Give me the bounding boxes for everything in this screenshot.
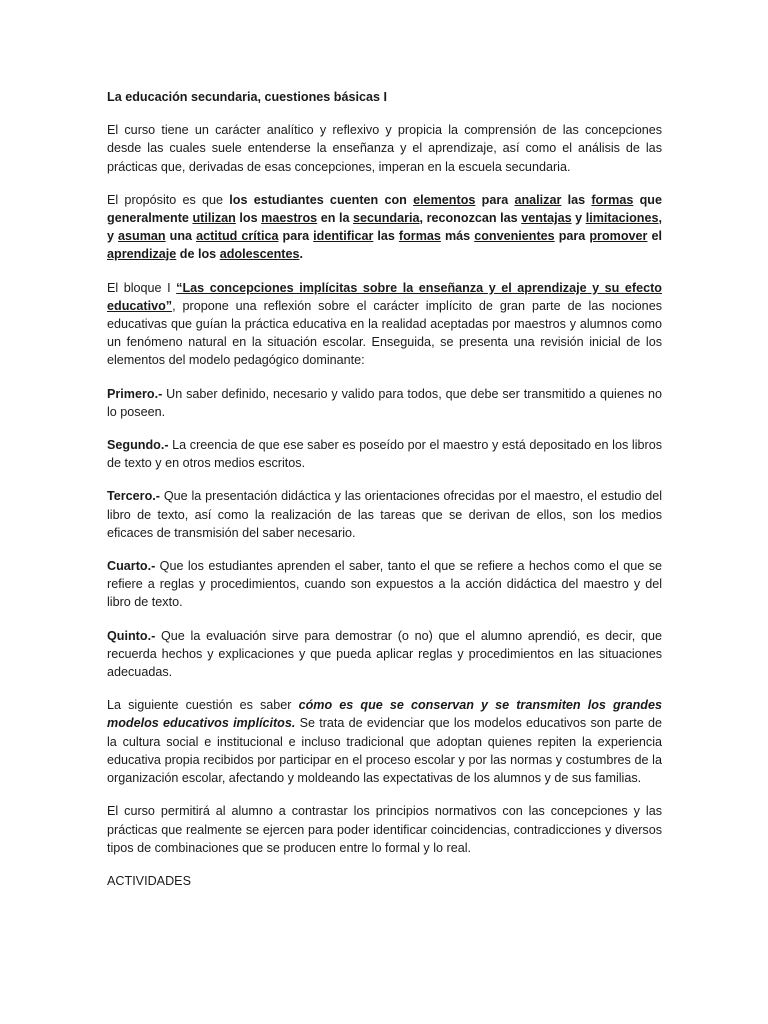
text-run: , reconozcan las [419, 211, 522, 226]
text-run: utilizan [192, 211, 236, 226]
text-run: adolescentes [219, 247, 300, 262]
text-run: El propósito es que [107, 192, 230, 207]
text-run: actitud crítica [196, 229, 279, 244]
item-text: Un saber definido, necesario y valido para todos, que debe ser transmitido a quienes no lo poseen. [107, 386, 662, 419]
text-run: . [299, 247, 303, 262]
item-text: Que la evaluación sirve para demostrar (o no) que el alumno aprendió, es decir, que recuerda hechos y explicaciones y que pueda aplicar reglas y procedimientos en las situaciones adecuadas. [107, 628, 662, 680]
model-elements-list [107, 385, 662, 682]
text-run: formas [398, 229, 441, 244]
text-run: , propone una reflexión sobre el carácter implícito de gran parte de las nociones educativas que guían la práctica educativa en la realidad aceptadas por maestros y alumnos como un fenómeno natural en la situación escolar. Enseguida, se presenta una revisión inicial de los elementos del modelo pedagógico dominante: [107, 298, 662, 368]
text-run: convenientes [474, 229, 555, 244]
text-run: “Las concepciones implícitas sobre la enseñanza y el aprendizaje y su efecto educativo” [107, 280, 662, 313]
text-run: para [554, 229, 590, 244]
text-run: para [278, 229, 314, 244]
text-run: ventajas [521, 211, 572, 226]
text-run: formas [591, 192, 634, 207]
text-run: las [561, 192, 592, 207]
text-run: elementos [413, 192, 476, 207]
text-run: , y [107, 211, 662, 244]
document-title: La educación secundaria, cuestiones básicas I [107, 90, 387, 104]
item-text: La creencia de que ese saber es poseído por el maestro y está depositado en los libros de texto y en otros medios escritos. [107, 438, 662, 471]
text-run: analizar [514, 192, 562, 207]
text-run: identificar [313, 229, 374, 244]
list-item-tercero [107, 487, 662, 542]
text-run: para [475, 192, 515, 207]
text-run: La siguiente cuestión es saber [107, 698, 299, 713]
text-run: promover [589, 229, 648, 244]
text-run: Se trata de evidenciar que los modelos educativos son parte de la cultura social e institucional e incluso tradicional que adoptan quienes repiten la experiencia educativa propia recibidos por participar en el proceso escolar y por las normas y costumbres de la organización escolar, afectando y moldeando las expectativas de los alumnos y de sus familias. [107, 716, 662, 786]
text-run: que generalmente [107, 192, 662, 226]
text-run: secundaria [353, 211, 420, 226]
text-run: cómo es que se conservan y se transmiten los grandes modelos educativos implícitos. [107, 698, 662, 731]
list-item-segundo [107, 436, 662, 472]
item-label: Cuarto.- [107, 559, 156, 574]
item-label: Tercero.- [107, 489, 160, 504]
text-run: más [440, 229, 475, 244]
paragraph-transmission [107, 696, 662, 787]
item-label: Primero.- [107, 386, 163, 401]
text-run: maestros [261, 211, 318, 226]
paragraph-course-scope: El curso permitirá al alumno a contrastar los principios normativos con las concepciones y las prácticas que realmente se ejercen para poder identificar coincidencias, contradicciones y diversos tipos de combinaciones que se producen entre lo formal y lo real. [107, 804, 662, 855]
list-item-primero [107, 385, 662, 421]
text-run: limitaciones [585, 211, 659, 226]
section-heading-actividades: ACTIVIDADES [107, 873, 191, 888]
item-label: Quinto.- [107, 628, 156, 643]
list-item-quinto [107, 627, 662, 682]
text-run: asuman [118, 229, 166, 244]
text-run: el [647, 229, 662, 244]
text-run: y [571, 211, 586, 226]
text-run: los [235, 211, 262, 226]
text-run: aprendizaje [107, 247, 177, 262]
item-text: Que la presentación didáctica y las orientaciones ofrecidas por el maestro, el estudio del libro de texto, así como la realización de las tareas que se derivan de ellos, son los medios eficaces de transmisión del saber necesario. [107, 489, 662, 540]
paragraph-course-description: El curso tiene un carácter analítico y reflexivo y propicia la comprensión de las concepciones desde las cuales suele entenderse la enseñanza y el aprendizaje, así como el análisis de las prácticas que, derivadas de esas concepciones, imperan en la escuela secundaria. [107, 123, 662, 174]
paragraph-block-one [107, 279, 662, 370]
document-page [107, 88, 662, 890]
text-run: una [165, 229, 197, 244]
text-run: El bloque I [107, 280, 177, 295]
paragraph-purpose [107, 191, 662, 264]
text-run: las [373, 229, 399, 244]
list-item-cuarto [107, 557, 662, 612]
text-run: en la [317, 211, 354, 226]
item-text: Que los estudiantes aprenden el saber, tanto el que se refiere a hechos como el que se refiere a reglas y procedimientos, cuando son expuestos a la acción didáctica del maestro y del libro de texto. [107, 559, 662, 610]
text-run: de los [176, 247, 220, 262]
item-label: Segundo.- [107, 438, 169, 453]
text-run: los estudiantes cuenten con [229, 192, 414, 207]
